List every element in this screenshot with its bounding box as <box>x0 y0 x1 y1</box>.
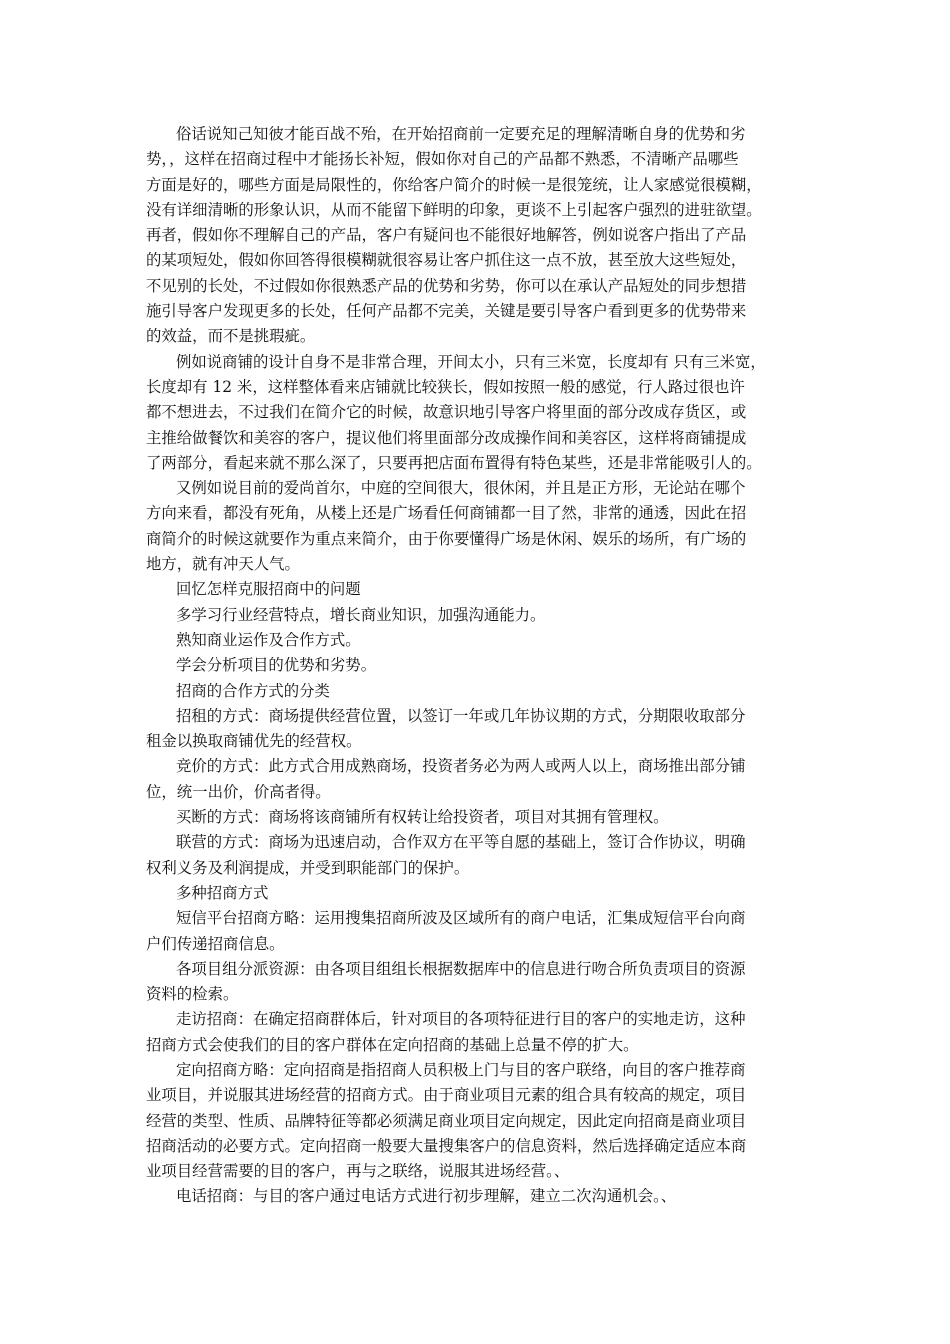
text-line: 主推给做餐饮和美容的客户，提议他们将里面部分改成操作间和美容区，这样将商铺提成 <box>146 428 747 447</box>
text-line: 竞价的方式：此方式合用成熟商场，投资者务必为两人或两人以上，商场推出部分铺 <box>176 757 746 776</box>
text-line: 方面是好的，哪些方面是局限性的，你给客户简介的时候一是很笼统，让人家感觉很模糊， <box>146 175 762 194</box>
text-line: 业项目，并说服其进场经营的招商方式。由于商业项目元素的组合具有较高的规定，项目 <box>146 1086 747 1105</box>
text-line: 招商活动的必要方式。定向招商一般要大量搜集客户的信息资料，然后选择确定适应本商 <box>146 1136 747 1155</box>
text-line: 例如说商铺的设计自身不是非常合理，开间太小，只有三米宽，长度却有 只有三米宽， <box>176 352 766 371</box>
text-line: 招商的合作方式的分类 <box>176 681 330 700</box>
text-line: 权利义务及利润提成，并受到职能部门的保护。 <box>146 858 470 877</box>
text-line: 各项目组分派资源：由各项目组组长根据数据库中的信息进行吻合所负责项目的资源 <box>176 959 746 978</box>
text-line: 又例如说目前的爱尚首尔，中庭的空间很大，很休闲，并且是正方形，无论站在哪个 <box>176 479 746 498</box>
text-line: 长度却有 12 米，这样整体看来店铺就比较狭长，假如按照一般的感觉，行人路过很也许 <box>146 377 745 396</box>
text-line: 招租的方式：商场提供经营位置，以签订一年或几年协议期的方式，分期限收取部分 <box>176 706 746 725</box>
text-line: 了两部分，看起来就不那么深了，只要再把店面布置得有特色某些，还是非常能吸引人的。 <box>146 453 762 472</box>
text-line: 俗话说知己知彼才能百战不殆，在开始招商前一定要充足的理解清晰自身的优势和劣 <box>176 125 746 143</box>
text-line: 不见别的长处，不过假如你很熟悉产品的优势和劣势，你可以在承认产品短处的同步想措 <box>146 276 747 295</box>
text-line: 方向来看，都没有死角，从楼上还是广场看任何商铺都一目了然，非常的通透，因此在招 <box>146 504 747 523</box>
text-line: 没有详细清晰的形象认识，从而不能留下鲜明的印象，更谈不上引起客户强烈的进驻欲望。 <box>146 200 762 219</box>
text-line: 业项目经营需要的目的客户，再与之联络，说服其进场经营。、 <box>146 1162 570 1181</box>
text-line: 招商方式会使我们的目的客户群体在定向招商的基础上总量不停的扩大。 <box>146 1035 639 1054</box>
text-line: 都不想进去，不过我们在简介它的时候，故意识地引导客户将里面的部分改成存货区，或 <box>146 403 747 422</box>
text-line: 的某项短处，假如你回答得很模糊就很容易让客户抓住这一点不放，甚至放大这些短处， <box>146 251 747 270</box>
text-line: 多种招商方式 <box>176 883 269 902</box>
text-line: 电话招商：与目的客户通过电话方式进行初步理解，建立二次沟通机会。、 <box>176 1187 677 1206</box>
text-line: 短信平台招商方略：运用搜集招商所波及区域所有的商户电话，汇集成短信平台向商 <box>176 909 746 928</box>
text-line: 经营的类型、性质、品牌特征等都必须满足商业项目定向规定，因此定向招商是商业项目 <box>146 1111 747 1130</box>
text-line: 定向招商方略：定向招商是指招商人员积极上门与目的客户联络，向目的客户推荐商 <box>176 1060 746 1079</box>
text-line: 商简介的时候这就要作为重点来简介，由于你要懂得广场是休闲、娱乐的场所，有广场的 <box>146 529 747 548</box>
text-line: 地方，就有冲天人气。 <box>146 555 300 574</box>
text-line: 位，统一出价，价高者得。 <box>146 782 331 801</box>
text-line: 再者，假如你不理解自己的产品，客户有疑问也不能很好地解答，例如说客户指出了产品 <box>146 226 747 245</box>
document-body <box>146 122 826 1210</box>
text-line: 多学习行业经营特点，增长商业知识，加强沟通能力。 <box>176 605 546 624</box>
text-line: 联营的方式：商场为迅速启动，合作双方在平等自愿的基础上，签订合作协议，明确 <box>176 833 746 852</box>
text-line: 买断的方式：商场将该商铺所有权转让给投资者，项目对其拥有管理权。 <box>176 808 669 827</box>
text-line: 学会分析项目的优势和劣势。 <box>176 656 377 675</box>
text-line: 的效益，而不是挑瑕疵。 <box>146 327 316 346</box>
text-line: 势，，这样在招商过程中才能扬长补短，假如你对自己的产品都不熟悉，不清晰产品哪些 <box>146 150 739 169</box>
text-line: 熟知商业运作及合作方式。 <box>176 630 361 649</box>
text-line: 施引导客户发现更多的长处，任何产品都不完美，关键是要引导客户看到更多的优势带来 <box>146 302 747 321</box>
text-line: 回忆怎样克服招商中的问题 <box>176 580 361 599</box>
text-line: 走访招商：在确定招商群体后，针对项目的各项特征进行目的客户的实地走访，这种 <box>176 1010 746 1029</box>
text-line: 资料的检索。 <box>146 985 239 1004</box>
text-line: 租金以换取商铺优先的经营权。 <box>146 732 362 751</box>
text-line: 户们传递招商信息。 <box>146 934 285 953</box>
